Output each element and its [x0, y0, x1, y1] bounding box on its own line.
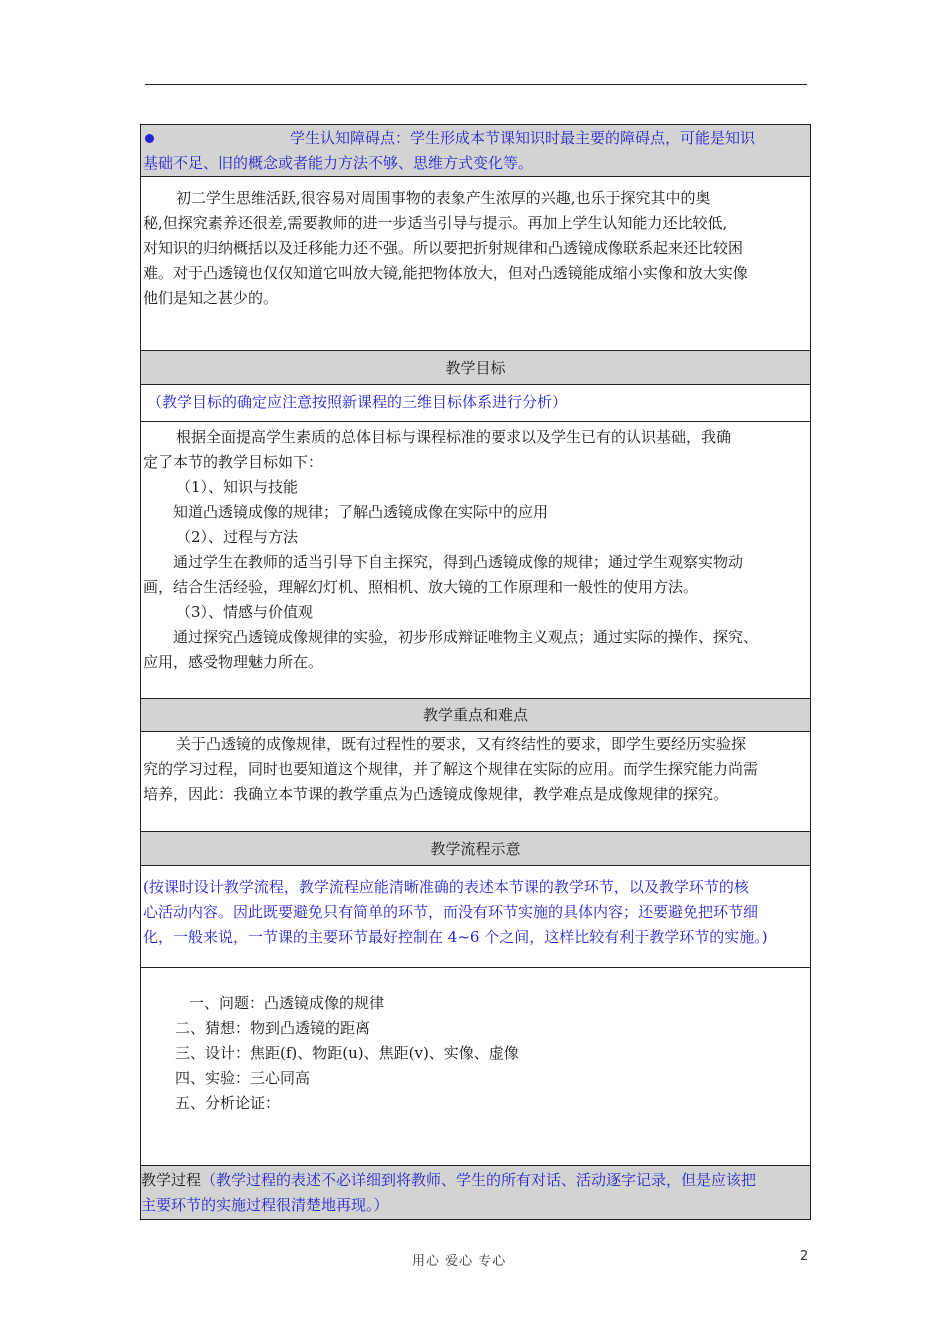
goals-subheading: （1）、知识与技能 — [176, 478, 299, 496]
flow-note: (按课时设计教学流程，教学流程应能清晰准确的表述本节课的教学环节，以及教学环节的核 — [143, 878, 749, 896]
barrier-header-cell — [141, 125, 810, 176]
flow-step: 一、问题：凸透镜成像的规律 — [189, 994, 385, 1012]
barrier-title-cont: 基础不足、旧的概念或者能力方法不够、思维方式变化等。 — [143, 154, 534, 172]
flow-note-cell — [141, 865, 810, 967]
goals-line: 根据全面提高学生素质的总体目标与课程标准的要求以及学生已有的认识基础，我确 — [176, 428, 732, 446]
header-rule — [145, 84, 807, 85]
flow-step: 五、分析论证： — [175, 1094, 281, 1112]
flow-note: 化，一般来说，一节课的主要环节最好控制在 4~6 个之间，这样比较有利于教学环节的实施。) — [143, 928, 768, 946]
page-number: 2 — [800, 1249, 809, 1264]
goals-body-cell — [141, 421, 810, 698]
barrier-line: 初二学生思维活跃,很容易对周围事物的表象产生浓厚的兴趣,也乐于探究其中的奥 — [176, 189, 711, 207]
barrier-title: 学生认知障碍点：学生形成本节课知识时最主要的障碍点，可能是知识 — [143, 126, 808, 151]
goals-line: 画，结合生活经验，理解幻灯机、照相机、放大镜的工作原理和一般性的使用方法。 — [143, 578, 699, 596]
barrier-line: 他们是知之甚少的。 — [143, 289, 279, 307]
barrier-body-cell — [141, 176, 810, 350]
flow-step: 二、猜想：物到凸透镜的距离 — [175, 1019, 371, 1037]
focus-line: 究的学习过程，同时也要知道这个规律，并了解这个规律在实际的应用。而学生探究能力尚需 — [143, 760, 759, 778]
lesson-plan-table — [140, 124, 811, 1220]
process-note: （教学过程的表述不必详细到将教师、学生的所有对话、活动逐字记录，但是应该把 — [201, 1171, 757, 1189]
barrier-line: 难。对于凸透镜也仅仅知道它叫放大镜,能把物体放大，但对凸透镜能成缩小实像和放大实像 — [143, 264, 748, 282]
focus-header — [141, 698, 810, 731]
flow-step: 四、实验：三心同高 — [175, 1069, 311, 1087]
goals-subheading: （2）、过程与方法 — [176, 528, 299, 546]
process-cell — [141, 1165, 810, 1219]
barrier-line: 对知识的归纳概括以及迁移能力还不强。所以要把折射规律和凸透镜成像联系起来还比较困 — [143, 239, 744, 257]
flow-steps-cell — [141, 967, 810, 1165]
barrier-line: 秘,但探究素养还很差,需要教师的进一步适当引导与提示。再加上学生认知能力还比较低, — [143, 214, 728, 232]
goals-line: 知道凸透镜成像的规律；了解凸透镜成像在实际中的应用 — [173, 503, 549, 521]
goals-note: （教学目标的确定应注意按照新课程的三维目标体系进行分析） — [147, 393, 568, 411]
flow-note: 心活动内容。因此既要避免只有简单的环节，而没有环节实施的具体内容；还要避免把环节细 — [143, 903, 759, 921]
goals-subheading: （3）、情感与价值观 — [176, 603, 314, 621]
focus-line: 关于凸透镜的成像规律，既有过程性的要求，又有终结性的要求，即学生要经历实验探 — [176, 735, 747, 753]
goals-note-cell — [141, 384, 810, 421]
process-note-cont: 主要环节的实施过程很清楚地再现。） — [141, 1196, 389, 1214]
goals-line: 应用，感受物理魅力所在。 — [143, 653, 324, 671]
footer-motto: 用心 爱心 专心 — [412, 1254, 507, 1269]
goals-line: 通过探究凸透镜成像规律的实验，初步形成辩证唯物主义观点；通过实际的操作、探究、 — [173, 628, 759, 646]
goals-line: 通过学生在教师的适当引导下自主探究，得到凸透镜成像的规律；通过学生观察实物动 — [173, 553, 744, 571]
focus-body-cell — [141, 731, 810, 831]
goals-header — [141, 350, 810, 384]
flow-step: 三、设计：焦距(f)、物距(u)、焦距(v)、实像、虚像 — [175, 1044, 519, 1062]
bullet-icon — [145, 134, 154, 143]
goals-title: 教学目标 — [445, 359, 506, 377]
goals-line: 定了本节的教学目标如下： — [143, 453, 324, 471]
flow-title: 教学流程示意 — [430, 840, 521, 858]
process-label: 教学过程 — [141, 1171, 202, 1189]
focus-line: 培养，因此：我确立本节课的教学重点为凸透镜成像规律，教学难点是成像规律的探究。 — [143, 785, 729, 803]
flow-header — [141, 831, 810, 865]
process-line — [141, 1168, 810, 1193]
focus-title: 教学重点和难点 — [422, 706, 528, 724]
